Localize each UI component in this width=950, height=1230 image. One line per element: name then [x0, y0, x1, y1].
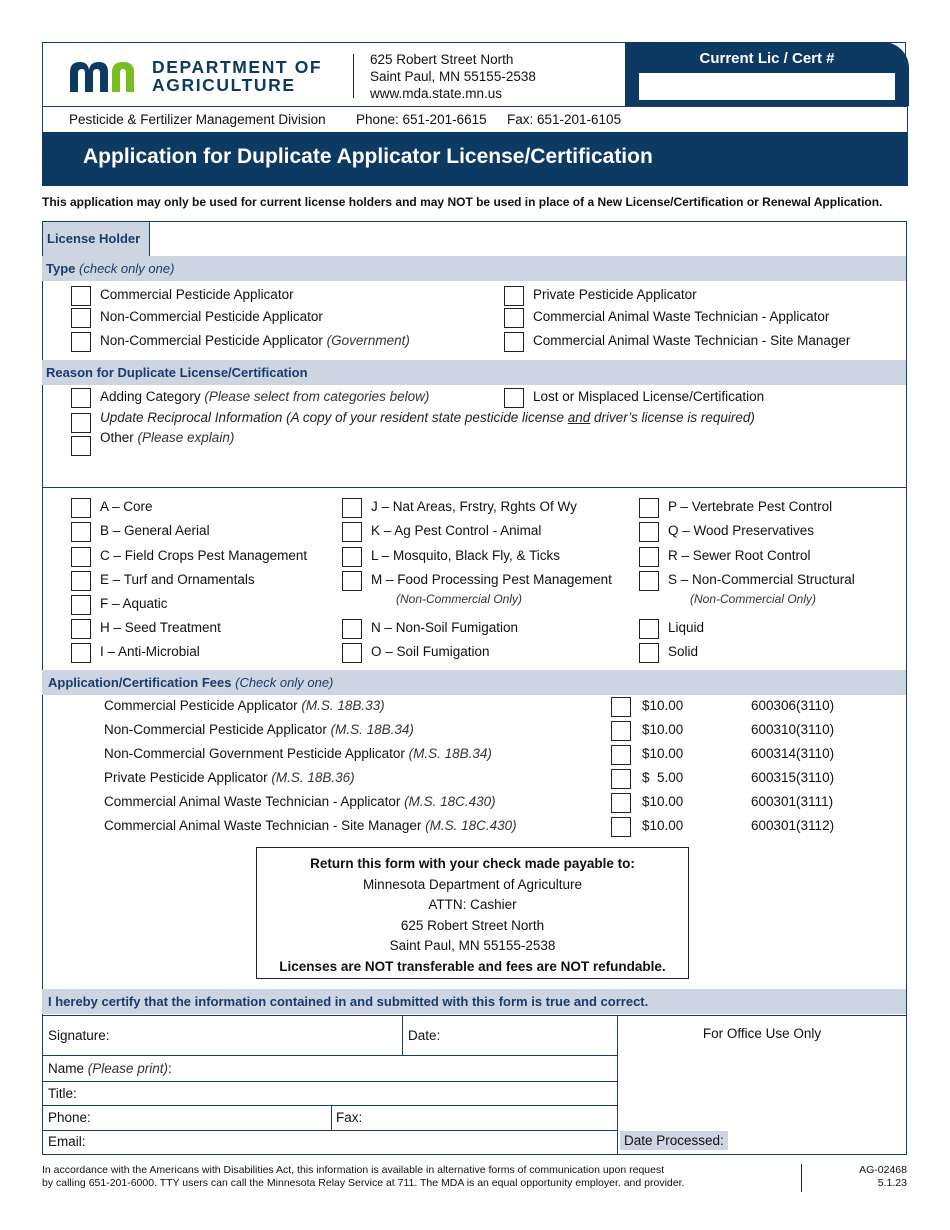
type-awt-site-manager-checkbox[interactable] — [504, 332, 524, 352]
type-gov-note: (Government) — [326, 333, 410, 348]
fee-row-1-code: 600310(3110) — [751, 722, 835, 737]
category-col3-item-5-checkbox[interactable] — [639, 643, 659, 663]
license-holder-label: License Holder — [47, 231, 141, 246]
cert-label: Current Lic / Cert # — [699, 50, 835, 67]
category-col3-item-3-label: S – Non-Commercial Structural — [668, 572, 855, 587]
fee-row-0-checkbox[interactable] — [611, 697, 631, 717]
page-title: Application for Duplicate Applicator License/Certification — [83, 145, 653, 168]
cert-number-input[interactable] — [639, 73, 895, 100]
fee-row-0-amount: $10.00 — [642, 698, 684, 713]
category-col1-item-3-label: E – Turf and Ornamentals — [100, 572, 255, 587]
sig-date-divider — [402, 1015, 403, 1055]
reason-update-label: Update Reciprocal Information (A copy of your resident state pesticide license and driver’s license is required) — [100, 410, 755, 425]
address-line1: 625 Robert Street North — [370, 52, 514, 67]
fee-row-5-checkbox[interactable] — [611, 817, 631, 837]
dept-name — [152, 58, 322, 94]
fee-row-2-statute: (M.S. 18B.34) — [408, 746, 492, 761]
category-col2-item-1-label: K – Ag Pest Control - Animal — [371, 523, 542, 538]
certify-section-header: I hereby certify that the information contained in and submitted with this form is true and correct. — [42, 989, 906, 1014]
type-commercial-checkbox[interactable] — [71, 286, 91, 306]
fees-heading-note: (Check only one) — [235, 675, 334, 690]
footer-form-info — [820, 1164, 907, 1190]
type-heading: Type — [46, 261, 76, 276]
form-number: AG-02468 — [859, 1164, 907, 1176]
category-col2-item-2-label: L – Mosquito, Black Fly, & Ticks — [371, 548, 561, 563]
form-version: 5.1.23 — [877, 1177, 907, 1189]
category-col1-item-4-label: F – Aquatic — [100, 596, 168, 611]
category-col2-item-0-checkbox[interactable] — [342, 498, 362, 518]
footer-text — [42, 1164, 684, 1190]
mn-logo-icon — [68, 58, 146, 94]
reason-lost-label: Lost or Misplaced License/Certification — [533, 389, 765, 404]
website-link[interactable]: www.mda.state.mn.us — [370, 86, 503, 101]
category-col3-item-5-label: Solid — [668, 644, 699, 659]
category-col3-item-2-label: R – Sewer Root Control — [668, 548, 811, 563]
header-divider — [353, 54, 354, 98]
fee-row-1-statute: (M.S. 18B.34) — [330, 722, 414, 737]
office-use-label: For Office Use Only — [702, 1026, 822, 1041]
fee-row-1-amount: $10.00 — [642, 722, 684, 737]
category-col2-item-0-label: J – Nat Areas, Frstry, Rghts Of Wy — [371, 499, 577, 514]
type-noncommercial-checkbox[interactable] — [71, 308, 91, 328]
category-col2-item-4-label: N – Non-Soil Fumigation — [371, 620, 519, 635]
row-line-3 — [42, 1105, 617, 1106]
reason-adding-checkbox[interactable] — [71, 388, 91, 408]
fee-row-5-amount: $10.00 — [642, 818, 684, 833]
notice-text: This application may only be used for current license holders and may NOT be used in place of a New License/Certification or Renewal Application. — [42, 195, 883, 209]
fee-row-4-code: 600301(3111) — [751, 794, 834, 809]
category-col1-item-3-checkbox[interactable] — [71, 571, 91, 591]
division-fax: Fax: 651-201-6105 — [507, 112, 622, 127]
category-col3-item-1-label: Q – Wood Preservatives — [668, 523, 815, 538]
header-address — [370, 51, 536, 102]
category-col3-item-2-checkbox[interactable] — [639, 547, 659, 567]
signature-field[interactable]: Signature: — [48, 1028, 110, 1043]
fee-row-0-label: Commercial Pesticide Applicator (M.S. 18B.33) — [104, 698, 385, 713]
type-private-label: Private Pesticide Applicator — [533, 287, 697, 302]
category-col1-item-0-label: A – Core — [100, 499, 153, 514]
category-col1-item-2-checkbox[interactable] — [71, 547, 91, 567]
category-col2-item-3-checkbox[interactable] — [342, 571, 362, 591]
row-line-2 — [42, 1081, 617, 1082]
fee-row-2-label: Non-Commercial Government Pesticide Applicator (M.S. 18B.34) — [104, 746, 492, 761]
type-commercial-label: Commercial Pesticide Applicator — [100, 287, 294, 302]
category-col3-item-4-label: Liquid — [668, 620, 705, 635]
return-line3: ATTN: Cashier — [428, 897, 517, 912]
reason-other-explain-input[interactable] — [240, 452, 840, 482]
type-awt-applicator-checkbox[interactable] — [504, 308, 524, 328]
reason-update-checkbox[interactable] — [71, 413, 91, 433]
fee-row-4-amount: $10.00 — [642, 794, 684, 809]
type-heading-note: (check only one) — [79, 261, 175, 276]
category-col1-item-5-checkbox[interactable] — [71, 619, 91, 639]
certify-top-line — [42, 1015, 907, 1016]
fee-row-2-amount: $10.00 — [642, 746, 684, 761]
fax-field[interactable]: Fax: — [336, 1110, 363, 1125]
category-col1-item-1-label: B – General Aerial — [100, 523, 210, 538]
dept-line2: AGRICULTURE — [152, 75, 296, 95]
type-noncommercial-gov-checkbox[interactable] — [71, 332, 91, 352]
fee-row-1-checkbox[interactable] — [611, 721, 631, 741]
fee-row-4-statute: (M.S. 18C.430) — [404, 794, 496, 809]
fee-row-3-code: 600315(3110) — [751, 770, 835, 785]
category-col2-item-3-label: M – Food Processing Pest Management — [371, 572, 612, 587]
category-col2-item-2-checkbox[interactable] — [342, 547, 362, 567]
category-col1-item-1-checkbox[interactable] — [71, 522, 91, 542]
category-col3-item-0-label: P – Vertebrate Pest Control — [668, 499, 833, 514]
fees-heading: Application/Certification Fees — [48, 675, 232, 690]
return-line1: Return this form with your check made payable to: — [310, 856, 635, 871]
category-col1-item-5-label: H – Seed Treatment — [100, 620, 221, 635]
division-phone: Phone: 651-201-6615 — [356, 112, 487, 127]
footer-divider — [801, 1164, 802, 1192]
type-private-checkbox[interactable] — [504, 286, 524, 306]
reason-section-header: Reason for Duplicate License/Certification — [42, 360, 906, 385]
type-awt-applicator-label: Commercial Animal Waste Technician - Applicator — [533, 309, 830, 324]
category-col3-item-0-checkbox[interactable] — [639, 498, 659, 518]
fee-row-1-label: Non-Commercial Pesticide Applicator (M.S. 18B.34) — [104, 722, 414, 737]
type-awt-site-manager-label: Commercial Animal Waste Technician - Site Manager — [533, 333, 851, 348]
divider-categories — [42, 487, 907, 488]
reason-adding-label: Adding Category (Please select from categories below) — [100, 389, 430, 404]
category-col1-item-6-label: I – Anti-Microbial — [100, 644, 200, 659]
phone-field[interactable]: Phone: — [48, 1110, 91, 1125]
return-line5: Saint Paul, MN 55155-2538 — [389, 938, 556, 953]
category-col2-item-5-label: O – Soil Fumigation — [371, 644, 490, 659]
category-col2-item-1-checkbox[interactable] — [342, 522, 362, 542]
fee-row-3-amount: $ 5.00 — [642, 770, 684, 785]
category-col2-item-5-checkbox[interactable] — [342, 643, 362, 663]
fee-row-2-code: 600314(3110) — [751, 746, 835, 761]
reason-other-note: (Please explain) — [137, 430, 235, 445]
reason-other-label: Other (Please explain) — [100, 430, 235, 445]
date-processed-label: Date Processed: — [620, 1131, 728, 1150]
type-section-header — [42, 256, 906, 281]
row-line-1 — [42, 1055, 617, 1056]
fee-row-3-label: Private Pesticide Applicator (M.S. 18B.36) — [104, 770, 355, 785]
fees-section-header — [42, 670, 906, 695]
footer-line1: In accordance with the Americans with Disabilities Act, this information is available in alternative forms of communication upon request — [42, 1164, 665, 1176]
fee-row-3-checkbox[interactable] — [611, 769, 631, 789]
category-col2-item-4-checkbox[interactable] — [342, 619, 362, 639]
category-col3-item-1-checkbox[interactable] — [639, 522, 659, 542]
fee-row-0-code: 600306(3110) — [751, 698, 835, 713]
return-line4: 625 Robert Street North — [400, 917, 545, 933]
license-holder-input[interactable] — [152, 224, 902, 254]
category-m-note: (Non-Commercial Only) — [396, 592, 523, 606]
category-col3-item-3-checkbox[interactable] — [639, 571, 659, 591]
reason-adding-note: (Please select from categories below) — [204, 389, 430, 404]
date-field[interactable]: Date: — [408, 1028, 441, 1043]
category-s-note: (Non-Commercial Only) — [690, 592, 817, 606]
return-line2: Minnesota Department of Agriculture — [362, 876, 583, 892]
reason-other-checkbox[interactable] — [71, 436, 91, 456]
fee-row-4-checkbox[interactable] — [611, 793, 631, 813]
fee-row-5-code: 600301(3112) — [751, 818, 835, 833]
mn-logo — [68, 58, 146, 99]
footer-line2: by calling 651-201-6000. TTY users can call the Minnesota Relay Service at 711. The MDA is an equal opportunity employer. and provider. — [42, 1177, 685, 1189]
title-field[interactable]: Title: — [48, 1086, 77, 1101]
category-col1-item-4-checkbox[interactable] — [71, 595, 91, 615]
address-line2: Saint Paul, MN 55155-2538 — [370, 69, 536, 84]
fee-row-4-label: Commercial Animal Waste Technician - Applicator (M.S. 18C.430) — [104, 794, 496, 809]
name-note: (Please print) — [87, 1061, 169, 1076]
fee-row-5-statute: (M.S. 18C.430) — [425, 818, 517, 833]
fee-row-3-statute: (M.S. 18B.36) — [271, 770, 355, 785]
return-instructions-box — [256, 847, 689, 979]
category-col1-item-0-checkbox[interactable] — [71, 498, 91, 518]
fee-row-0-statute: (M.S. 18B.33) — [301, 698, 385, 713]
category-col1-item-2-label: C – Field Crops Pest Management — [100, 548, 308, 563]
fee-row-5-label: Commercial Animal Waste Technician - Site Manager (M.S. 18C.430) — [104, 818, 517, 833]
fee-row-2-checkbox[interactable] — [611, 745, 631, 765]
division-name: Pesticide & Fertilizer Management Division — [69, 112, 326, 127]
type-noncommercial-gov-label: Non-Commercial Pesticide Applicator (Government) — [100, 333, 410, 348]
phone-fax-divider — [331, 1105, 332, 1130]
return-line6: Licenses are NOT transferable and fees are NOT refundable. — [279, 958, 666, 974]
reason-lost-checkbox[interactable] — [504, 388, 524, 408]
category-col1-item-6-checkbox[interactable] — [71, 643, 91, 663]
category-col3-item-4-checkbox[interactable] — [639, 619, 659, 639]
row-line-4 — [42, 1130, 617, 1131]
email-field[interactable]: Email: — [48, 1134, 86, 1149]
type-noncommercial-label: Non-Commercial Pesticide Applicator — [100, 309, 323, 324]
name-field[interactable]: Name (Please print): — [48, 1061, 172, 1076]
dept-line1: DEPARTMENT OF — [152, 57, 323, 77]
